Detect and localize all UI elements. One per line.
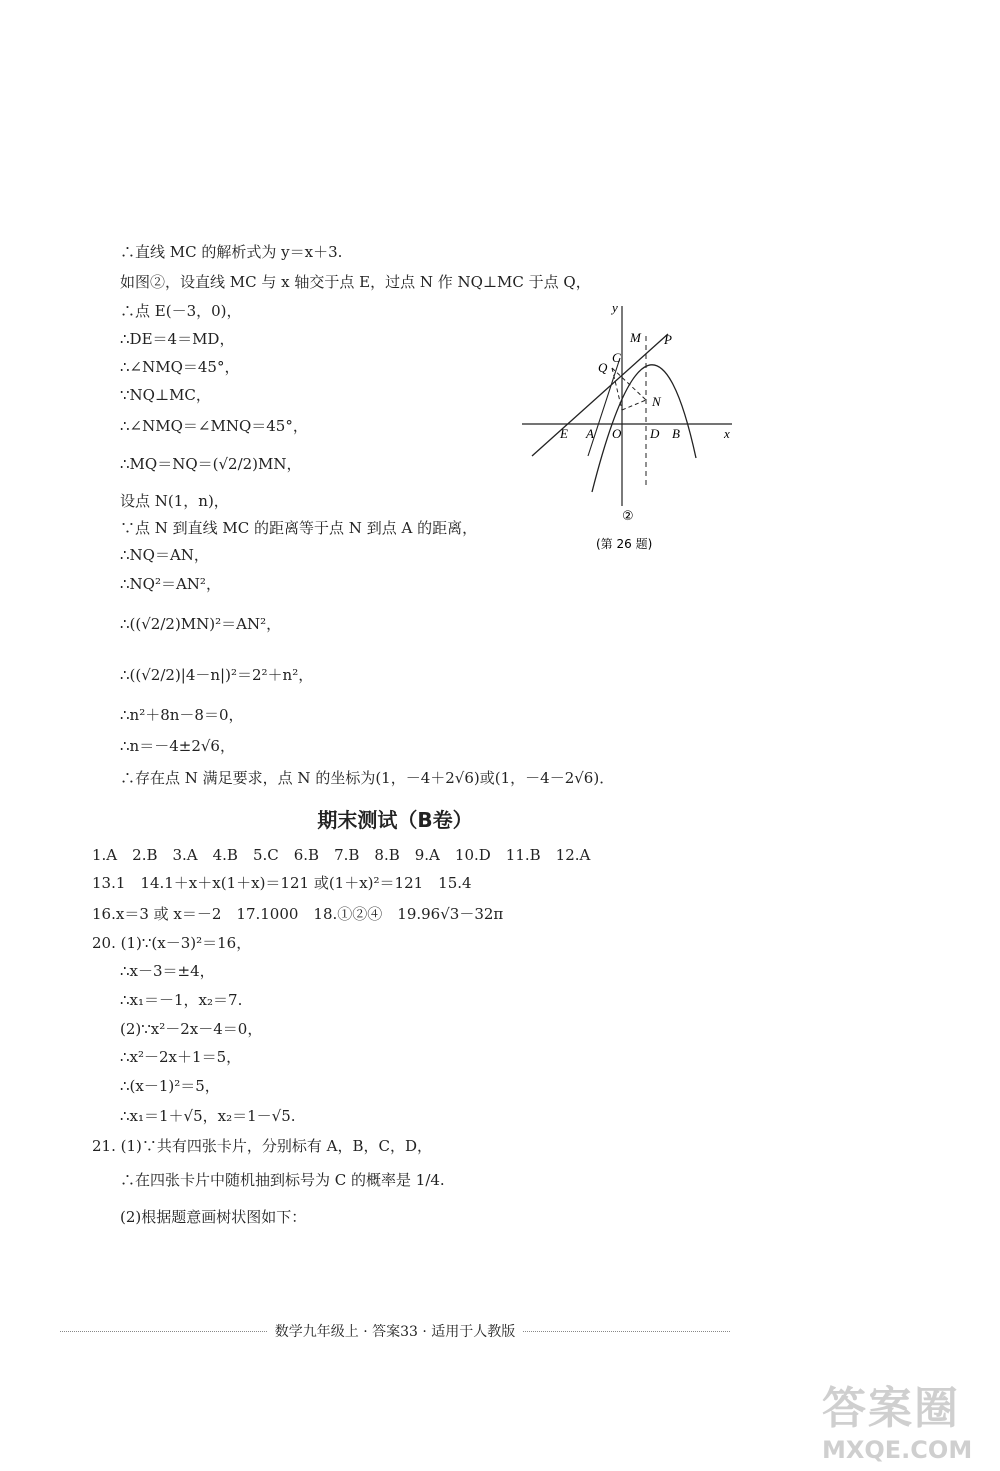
label-p: P xyxy=(664,332,672,347)
footer-dotted-rule xyxy=(523,1331,730,1332)
q20-line: (2)∵x²－2x－4＝0， xyxy=(120,1020,263,1038)
solution-line: ∴MQ＝NQ＝(√2/2)MN， xyxy=(120,455,302,473)
q20-line: ∴x²－2x＋1＝5， xyxy=(120,1048,242,1066)
q20-line: ∴x－3＝±4， xyxy=(120,962,215,980)
section-title: 期末测试（B卷） xyxy=(317,808,473,832)
solution-line: ∴NQ²＝AN²， xyxy=(120,575,221,593)
answer-line: 13.1 14.1＋x＋x(1＋x)＝121 或(1＋x)²＝121 15.4 xyxy=(92,874,472,892)
footer-text: 数学九年级上 · 答案33 · 适用于人教版 xyxy=(274,1324,516,1340)
label-q: Q xyxy=(598,360,608,375)
watermark-small: MXQE.COM xyxy=(822,1436,973,1464)
answer-line: 16.x＝3 或 x＝－2 17.1000 18.①②④ 19.96√3－32π xyxy=(92,905,504,923)
solution-line: ∴DE＝4＝MD， xyxy=(120,330,235,348)
label-m: M xyxy=(630,330,641,345)
q20-line: ∴x₁＝－1，x₂＝7. xyxy=(120,991,243,1009)
label-o: O xyxy=(612,426,622,441)
page-footer xyxy=(60,1320,730,1342)
figure-26 xyxy=(518,296,740,556)
label-b: B xyxy=(672,426,680,441)
solution-line: ∴n＝－4±2√6， xyxy=(120,737,235,755)
figure-caption: (第 26 题) xyxy=(596,537,653,551)
label-n: N xyxy=(652,394,661,409)
solution-line: ∵点 N 到直线 MC 的距离等于点 N 到点 A 的距离， xyxy=(120,519,478,537)
solution-line: ∴n²＋8n－8＝0， xyxy=(120,706,244,724)
solution-line: ∴((√2/2)MN)²＝AN²， xyxy=(120,615,282,633)
label-e: E xyxy=(560,426,568,441)
solution-line: 设点 N(1，n)， xyxy=(120,492,229,510)
solution-line: ∴点 E(－3，0)， xyxy=(120,302,242,320)
label-c: C xyxy=(612,350,621,365)
solution-line: ∴直线 MC 的解析式为 y＝x＋3. xyxy=(120,243,343,261)
footer-dotted-rule xyxy=(60,1331,267,1332)
solution-line: ∴∠NMQ＝45°， xyxy=(120,358,240,376)
solution-line: ∴存在点 N 满足要求，点 N 的坐标为(1，－4＋2√6)或(1，－4－2√6)． xyxy=(120,769,615,787)
label-d: D xyxy=(650,426,660,441)
q21-line: ∴在四张卡片中随机抽到标号为 C 的概率是 1/4. xyxy=(120,1171,445,1189)
solution-line: ∵NQ⊥MC， xyxy=(120,386,211,404)
watermark-logo xyxy=(822,1372,990,1462)
q20-line: 20. (1)∵(x－3)²＝16， xyxy=(92,934,252,952)
solution-line: ∴NQ＝AN， xyxy=(120,546,209,564)
label-y: y xyxy=(612,300,618,315)
q21-line: 21. (1)∵共有四张卡片，分别标有 A，B，C，D， xyxy=(92,1137,432,1155)
solution-line: ∴((√2/2)|4－n|)²＝2²＋n²， xyxy=(120,666,314,684)
q21-line: (2)根据题意画树状图如下： xyxy=(120,1208,307,1226)
label-a: A xyxy=(586,426,594,441)
figure-number: ② xyxy=(622,509,634,524)
solution-line: 如图②，设直线 MC 与 x 轴交于点 E，过点 N 作 NQ⊥MC 于点 Q， xyxy=(120,273,591,291)
watermark-big: 答案圈 xyxy=(822,1383,960,1434)
q20-line: ∴(x－1)²＝5， xyxy=(120,1077,220,1095)
solution-line: ∴∠NMQ＝∠MNQ＝45°， xyxy=(120,417,308,435)
q20-line: ∴x₁＝1＋√5，x₂＝1－√5. xyxy=(120,1107,296,1125)
label-x: x xyxy=(724,426,730,441)
answer-line: 1.A 2.B 3.A 4.B 5.C 6.B 7.B 8.B 9.A 10.D 11.B 12.A xyxy=(92,846,591,864)
